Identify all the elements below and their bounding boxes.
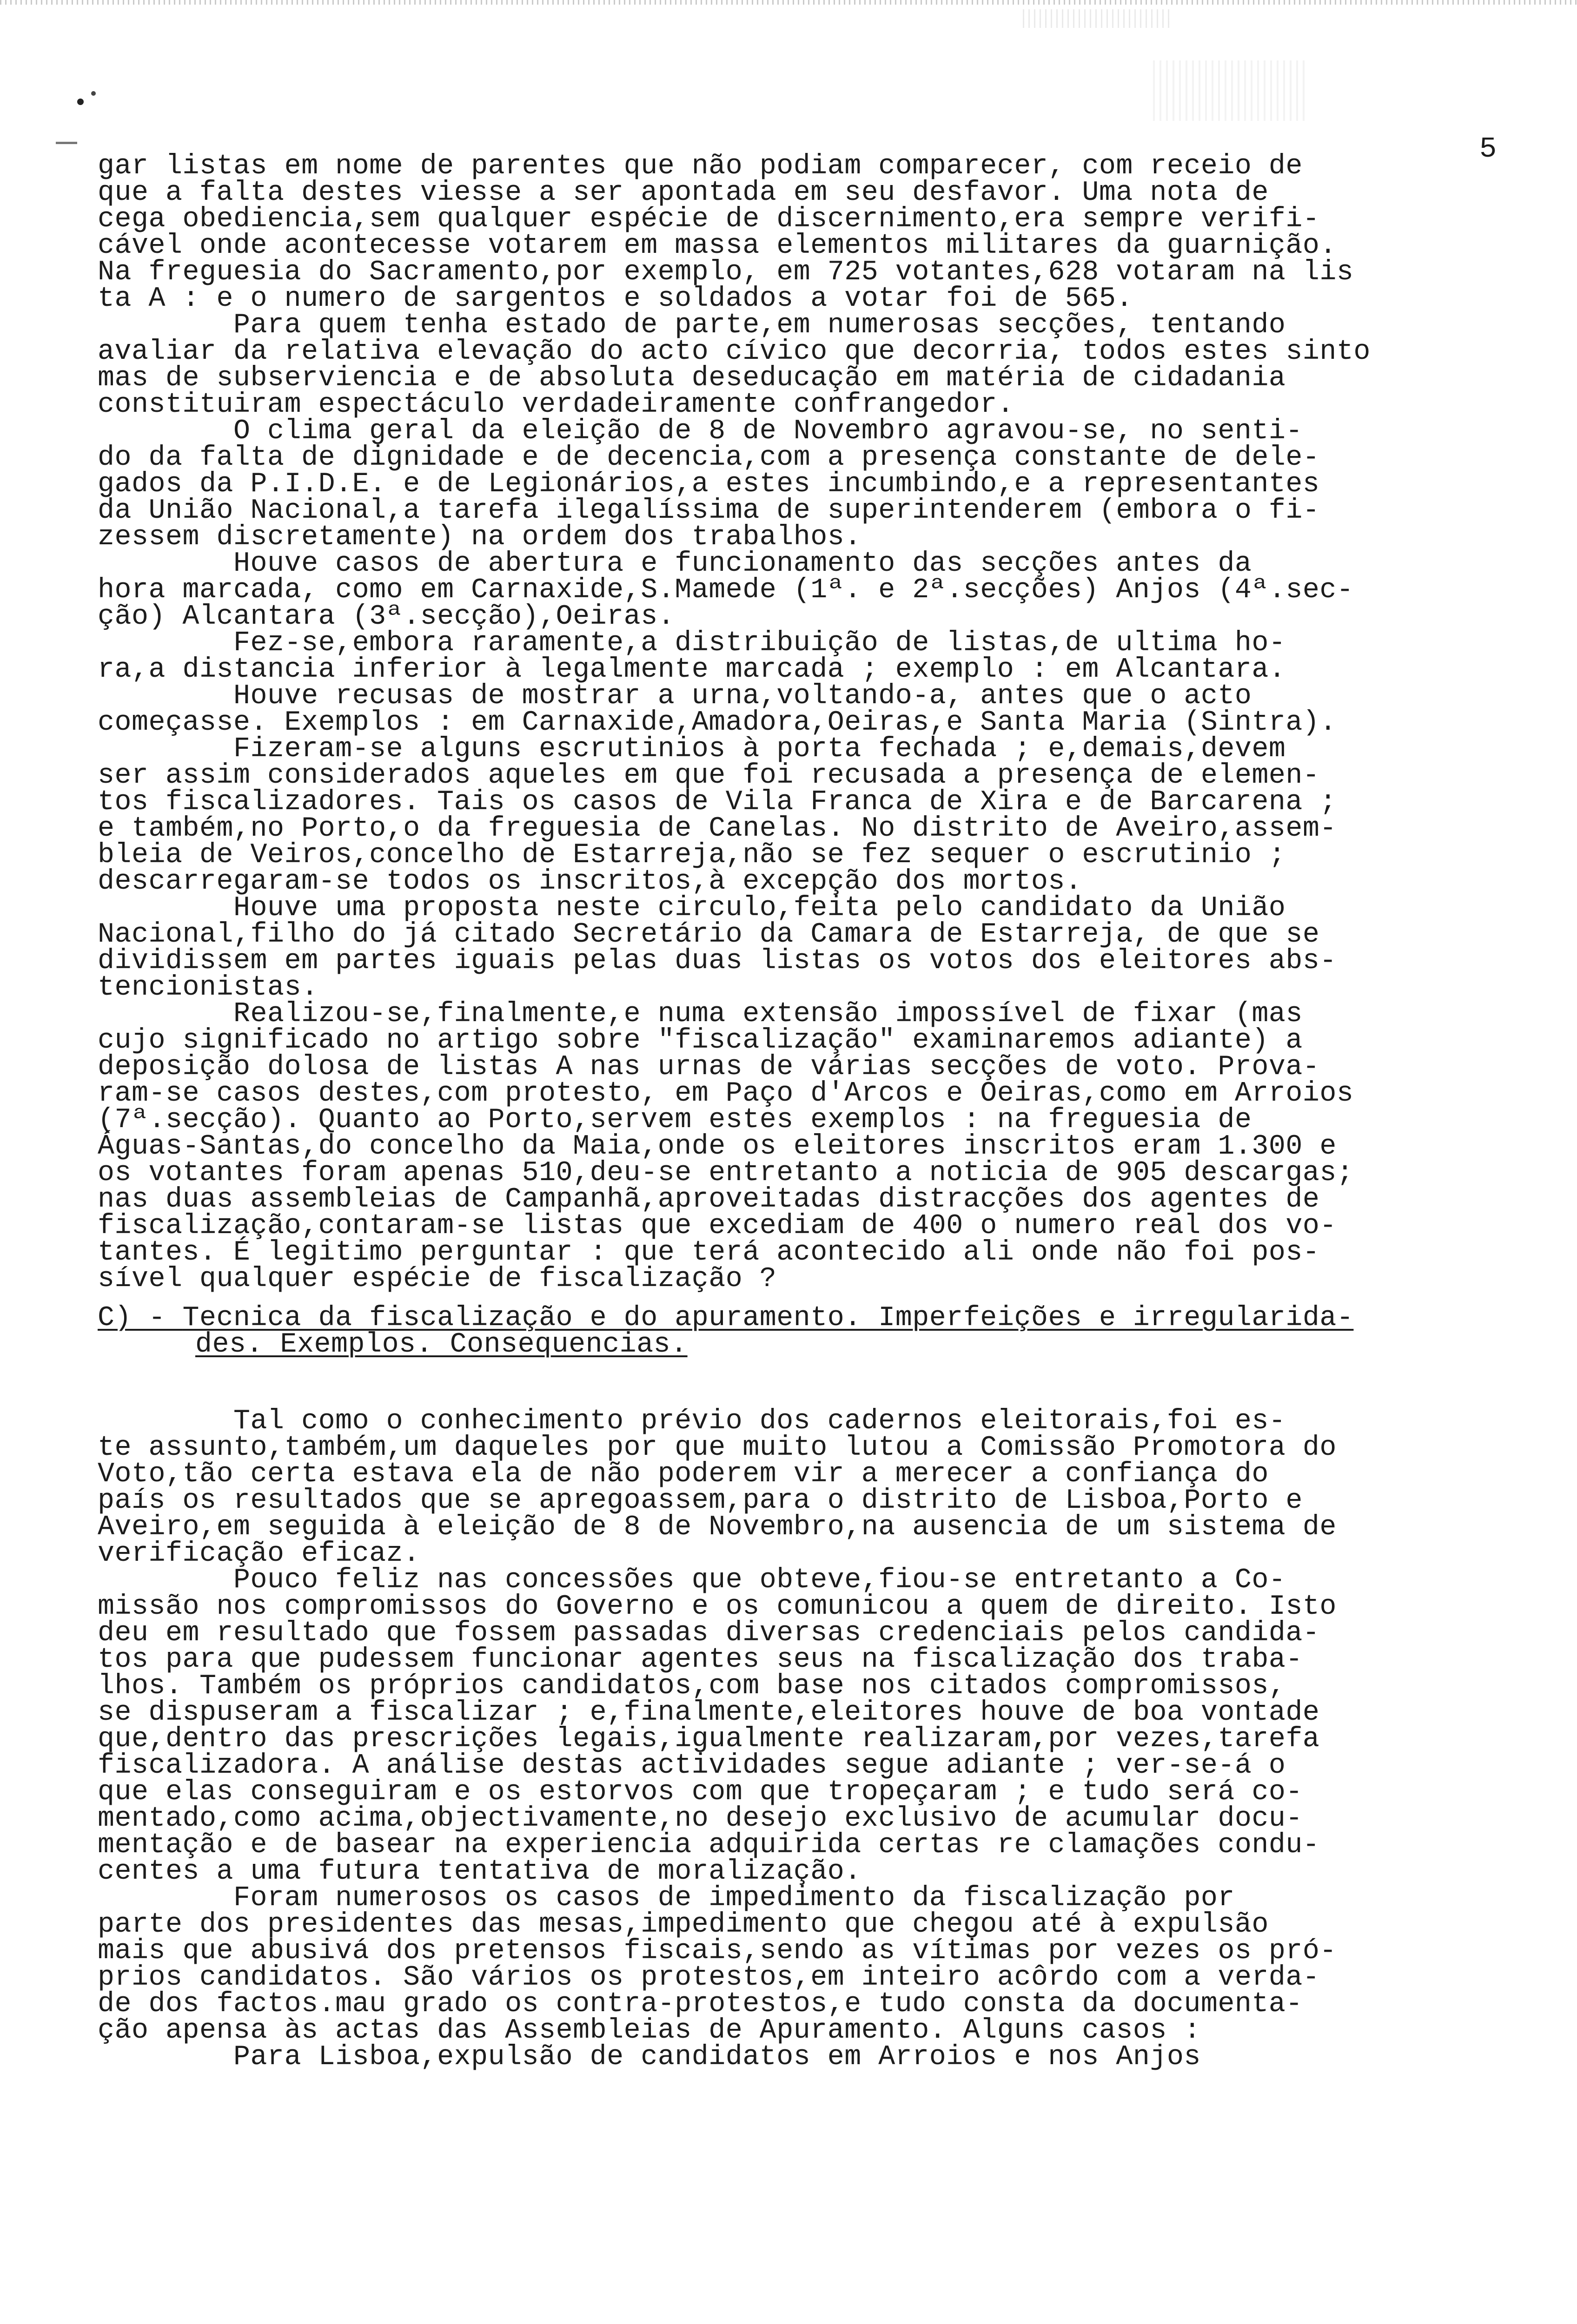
text-line: O clima geral da eleição de 8 de Novembro agravou-se, no senti- [98, 416, 1303, 447]
body-text-block-1 [98, 153, 1483, 1293]
text-line: que a falta destes viesse a ser apontada em seu desfavor. Uma nota de [98, 177, 1269, 209]
text-line: Foram numerosos os casos de impedimento da fiscalização por [98, 1882, 1235, 1914]
text-line: parte dos presidentes das mesas,impedimento que chegou até à expulsão [98, 1909, 1269, 1941]
text-line: bleia de Veiros,concelho de Estarreja,não se fez sequer o escrutinio ; [98, 839, 1286, 871]
text-line: Aveiro,em seguida à eleição de 8 de Novembro,na ausencia de um sistema de [98, 1512, 1337, 1543]
text-line: Houve recusas de mostrar a urna,voltando-a, antes que o acto [98, 680, 1252, 712]
text-line: ram-se casos destes,com protesto, em Paço d'Arcos e Oeiras,como em Arroios [98, 1078, 1354, 1109]
text-line: (7ª.secção). Quanto ao Porto,servem estes exemplos : na freguesia de [98, 1104, 1252, 1136]
ink-speck [77, 99, 84, 105]
text-line: hora marcada, como em Carnaxide,S.Mamede (1ª. e 2ª.secções) Anjos (4ª.sec- [98, 574, 1354, 606]
text-line: que,dentro das prescrições legais,igualmente realizaram,por vezes,tarefa [98, 1723, 1320, 1755]
text-line: Voto,tão certa estava ela de não poderem vir a merecer a confiança do [98, 1459, 1269, 1490]
text-line: descarregaram-se todos os inscritos,à excepção dos mortos. [98, 866, 1082, 898]
text-line: mentação e de basear na experiencia adquirida certas re clamações condu- [98, 1829, 1320, 1861]
text-line: tantes. É legitimo perguntar : que terá acontecido ali onde não foi pos- [98, 1237, 1320, 1268]
text-line: te assunto,também,um daqueles por que muito lutou a Comissão Promotora do [98, 1432, 1337, 1464]
text-line: Realizou-se,finalmente,e numa extensão impossível de fixar (mas [98, 998, 1303, 1030]
text-line: Na freguesia do Sacramento,por exemplo, em 725 votantes,628 votaram na lis [98, 257, 1354, 288]
text-line: Fez-se,embora raramente,a distribuição de listas,de ultima ho- [98, 627, 1286, 659]
text-line: avaliar da relativa elevação do acto cívico que decorria, todos estes sinto [98, 336, 1371, 368]
text-line: cujo significado no artigo sobre "fiscalização" examinaremos adiante) a [98, 1025, 1303, 1056]
text-line: Pouco feliz nas concessões que obteve,fiou-se entretanto a Co- [98, 1565, 1286, 1596]
text-line: e também,no Porto,o da freguesia de Canelas. No distrito de Aveiro,assem- [98, 813, 1337, 845]
text-line: Águas-Santas,do concelho da Maia,onde os eleitores inscritos eram 1.300 e [98, 1131, 1337, 1162]
text-line: fiscalização,contaram-se listas que excediam de 400 o numero real dos vo- [98, 1210, 1337, 1242]
scan-bleed-through [1153, 60, 1306, 121]
heading-text: Tecnica da fiscalização e do apuramento. Imperfeições e irregularida- [182, 1302, 1354, 1334]
text-line: tos para que pudessem funcionar agentes seus na fiscalização dos traba- [98, 1644, 1303, 1676]
text-line: do da falta de dignidade e de decencia,com a presença constante de dele- [98, 442, 1320, 474]
heading-label: C) - [98, 1302, 183, 1334]
text-line: começasse. Exemplos : em Carnaxide,Amadora,Oeiras,e Santa Maria (Sintra). [98, 707, 1337, 739]
text-line: ra,a distancia inferior à legalmente marcada ; exemplo : em Alcantara. [98, 654, 1286, 686]
heading-line-2: des. Exemplos. Consequencias. [195, 1329, 688, 1360]
text-line: de dos factos.mau grado os contra-protestos,e tudo consta da documenta- [98, 1988, 1303, 2020]
text-line: gar listas em nome de parentes que não podiam comparecer, com receio de [98, 151, 1303, 182]
body-text-block-2 [98, 1408, 1483, 2071]
text-line: ção) Alcantara (3ª.secção),Oeiras. [98, 601, 675, 633]
ink-speck [56, 142, 77, 144]
text-line: ção apensa às actas das Assembleias de Apuramento. Alguns casos : [98, 2015, 1201, 2047]
text-line: tos fiscalizadores. Tais os casos de Vila Franca de Xira e de Barcarena ; [98, 786, 1337, 818]
text-line: zessem discretamente) na ordem dos trabalhos. [98, 522, 861, 553]
scan-bleed-through [1023, 9, 1172, 28]
text-line: Tal como o conhecimento prévio dos cadernos eleitorais,foi es- [98, 1406, 1286, 1437]
text-line: país os resultados que se apregoassem,para o distrito de Lisboa,Porto e [98, 1485, 1303, 1517]
text-line: constituiram espectáculo verdadeiramente confrangedor. [98, 389, 1014, 421]
ink-speck [91, 91, 96, 96]
text-line: cega obediencia,sem qualquer espécie de discernimento,era sempre verifi- [98, 204, 1320, 235]
text-line: que elas conseguiram e os estorvos com que tropeçaram ; e tudo será co- [98, 1776, 1303, 1808]
text-line: tencionistas. [98, 972, 318, 1004]
text-line: missão nos compromissos do Governo e os comunicou a quem de direito. Isto [98, 1591, 1337, 1623]
text-line: se dispuseram a fiscalizar ; e,finalmente,eleitores houve de boa vontade [98, 1697, 1320, 1729]
text-line: Houve casos de abertura e funcionamento das secções antes da [98, 548, 1252, 580]
text-line: gados da P.I.D.E. e de Legionários,a estes incumbindo,e a representantes [98, 469, 1320, 500]
text-line: ta A : e o numero de sargentos e soldados a votar foi de 565. [98, 283, 1133, 315]
text-line: mais que abusivá dos pretensos fiscais,sendo as vítimas por vezes os pró- [98, 1935, 1337, 1967]
text-line: dividissem em partes iguais pelas duas listas os votos dos eleitores abs- [98, 945, 1337, 977]
text-line: verificação eficaz. [98, 1538, 420, 1570]
heading-line-1 [98, 1302, 1483, 1334]
page-number: 5 [1479, 132, 1497, 165]
text-line: nas duas assembleias de Campanhã,aproveitadas distracções dos agentes de [98, 1184, 1320, 1215]
text-line: fiscalizadora. A análise destas actividades segue adiante ; ver-se-á o [98, 1750, 1286, 1782]
text-line: lhos. Também os próprios candidatos,com base nos citados compromissos, [98, 1670, 1286, 1702]
text-line: sível qualquer espécie de fiscalização ? [98, 1263, 777, 1295]
section-heading [98, 1302, 1483, 1360]
text-line: mas de subserviencia e de absoluta deseducação em matéria de cidadania [98, 363, 1286, 394]
text-line: Nacional,filho do já citado Secretário da Camara de Estarreja, de que se [98, 919, 1320, 951]
text-line: cável onde acontecesse votarem em massa elementos militares da guarnição. [98, 230, 1337, 262]
text-line: Para Lisboa,expulsão de candidatos em Arroios e nos Anjos [98, 2041, 1201, 2073]
text-line: centes a uma futura tentativa de moralização. [98, 1856, 861, 1888]
text-line: deposição dolosa de listas A nas urnas de várias secções de voto. Prova- [98, 1051, 1320, 1083]
text-line: Para quem tenha estado de parte,em numerosas secções, tentando [98, 310, 1286, 341]
text-line: deu em resultado que fossem passadas diversas credenciais pelos candida- [98, 1618, 1320, 1649]
text-line: os votantes foram apenas 510,deu-se entretanto a noticia de 905 descargas; [98, 1157, 1354, 1189]
text-line: ser assim considerados aqueles em que foi recusada a presença de elemen- [98, 760, 1320, 792]
text-line: Houve uma proposta neste circulo,feita pelo candidato da União [98, 892, 1286, 924]
text-line: mentado,como acima,objectivamente,no desejo exclusivo de acumular docu- [98, 1803, 1303, 1835]
scan-edge-noise [0, 0, 1577, 5]
text-line: prios candidatos. São vários os protestos,em inteiro acôrdo com a verda- [98, 1962, 1320, 1994]
text-line: Fizeram-se alguns escrutinios à porta fechada ; e,demais,devem [98, 733, 1286, 765]
text-line: da União Nacional,a tarefa ilegalíssima de superintenderem (embora o fi- [98, 495, 1320, 527]
